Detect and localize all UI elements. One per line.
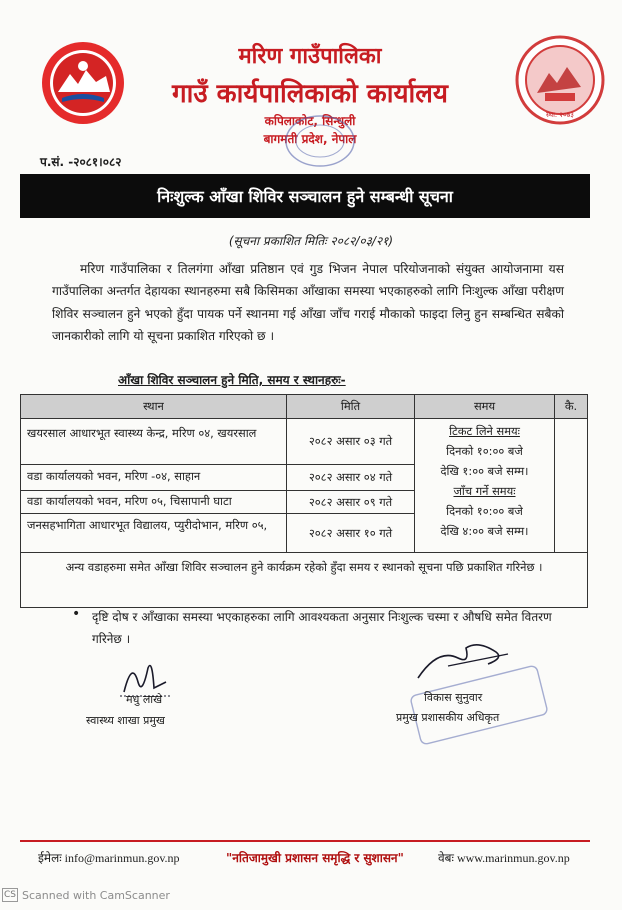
notice-body: मरिण गाउँपालिका र तिलगंगा आँखा प्रतिष्ठान एवं गुड भिजन नेपाल परियोजनाको संयुक्त आयोजनामा यस गाउँपालिका अन्तर्गत देहायका स्थानहरुमा सबै किसिमका आँखाका समस्या भएकाहरुको लागि निःशुल्क आँखा परीक्षण शिविर सञ्चालन हुने भएको हुँदा पायक पर्ने स्थानमा गई आँखा जाँच गराई मौकाको फाइदा लिनु हुन सम्बन्धित सबैको जानकारीको लागि यो सूचना प्रकाशित गरिएको छ । <box>52 262 564 344</box>
municipality-seal-icon <box>515 35 605 125</box>
checkup-time-to: देखि ४:०० बजे सम्म। <box>440 524 529 538</box>
footer-slogan: "नतिजामुखी प्रशासन समृद्धि र सुशासन" <box>226 851 404 865</box>
ticket-time-label: टिकट लिने समयः <box>449 424 520 438</box>
table-row-date: २०८२ असार १० गते <box>287 514 415 552</box>
column-header-location: स्थान <box>21 395 287 419</box>
checkup-time-from: दिनको १०:०० बजे <box>446 504 523 518</box>
column-header-time: समय <box>415 395 555 419</box>
municipality-name: मरिण गाउँपालिका <box>238 44 382 69</box>
address-line-1: कपिलाकोट, सिन्धुली <box>264 114 356 128</box>
office-stamp-icon <box>282 112 358 170</box>
bullet-icon: • <box>72 606 81 622</box>
table-row-location: खयरसाल आधारभूत स्वास्थ्य केन्द्र, मरिण ०४, खयरसाल <box>21 419 287 465</box>
camp-time-cell <box>415 419 555 552</box>
address-line-2: बागमती प्रदेश, नेपाल <box>263 132 357 146</box>
cao-name: विकास सुनुवार <box>424 691 483 704</box>
table-row-location: जनसहभागिता आधारभूत विद्यालय, प्युरीदोभान, मरिण ०५, <box>21 514 287 552</box>
table-row-date: २०८२ असार ०९ गते <box>287 491 415 514</box>
checkup-time-label: जाँच गर्ने समयः <box>453 484 516 498</box>
camscanner-icon: CS <box>4 890 16 900</box>
published-date: (सूचना प्रकाशित मितिः २०८२/०३/२१) <box>228 234 394 248</box>
ticket-time-from: दिनको १०:०० बजे <box>446 444 523 458</box>
health-chief-title: स्वास्थ्य शाखा प्रमुख <box>86 714 165 727</box>
seal-year-text: स्था. २०७३ <box>546 111 574 119</box>
table-row-date: २०८२ असार ०४ गते <box>287 465 415 491</box>
table-row-location: वडा कार्यालयको भवन, मरिण -०४, साहान <box>21 465 287 491</box>
remarks-cell <box>555 419 587 552</box>
ticket-time-to: देखि १:०० बजे सम्म। <box>440 464 529 478</box>
camp-schedule-table <box>20 394 588 608</box>
footer-website: वेबः www.marinmun.gov.np <box>438 851 570 865</box>
health-chief-name: मधु लाखे <box>126 693 163 706</box>
notice-title: निःशुल्क आँखा शिविर सञ्चालन हुने सम्बन्धी सूचना <box>20 174 590 218</box>
table-heading: आँखा शिविर सञ्चालन हुने मिति, समय र स्थानहरुः- <box>118 373 346 387</box>
footer-email: ईमेलः info@marinmun.gov.np <box>38 851 180 865</box>
table-row-date: २०८२ असार ०३ गते <box>287 419 415 465</box>
footer-divider <box>20 840 590 842</box>
cao-title: प्रमुख प्रशासकीय अधिकृत <box>396 711 500 724</box>
column-header-date: मिति <box>287 395 415 419</box>
office-name: गाउँ कार्यपालिकाको कार्यालय <box>172 79 448 109</box>
table-footnote: अन्य वडाहरुमा समेत आँखा शिविर सञ्चालन हुने कार्यक्रम रहेको हुँदा समय र स्थानको सूचना पछि प्रकाशित गरिनेछ । <box>21 552 587 607</box>
bullet-note: दृष्टि दोष र आँखाका समस्या भएकाहरुका लागि आवश्यकता अनुसार निःशुल्क चस्मा र औषधि समेत वितरण गरिनेछ । <box>92 610 552 646</box>
reference-number: प.सं. -२०८१।०८२ <box>40 155 122 169</box>
column-header-remarks: कै. <box>555 395 587 419</box>
table-row-location: वडा कार्यालयको भवन, मरिण ०५, चिसापानी घाटा <box>21 491 287 514</box>
camscanner-watermark: Scanned with CamScanner <box>22 889 170 902</box>
nepal-emblem-icon <box>40 40 126 126</box>
